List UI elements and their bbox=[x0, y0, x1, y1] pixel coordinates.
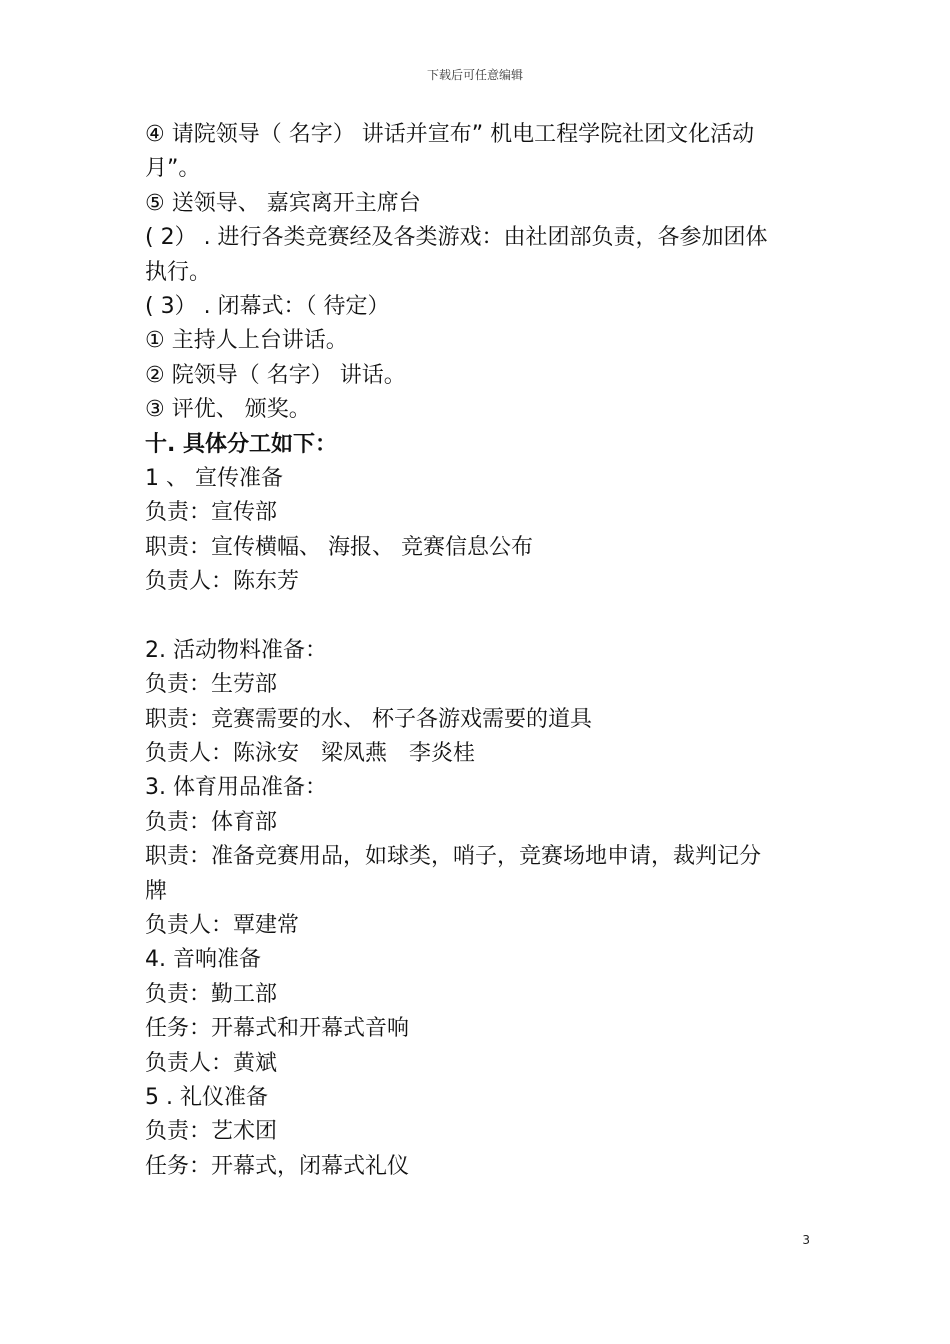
text-line: 负责人：黄斌 bbox=[145, 1050, 278, 1076]
text-line: 牌 bbox=[145, 878, 168, 904]
text-line: ③ 评优、 颁奖。 bbox=[145, 397, 311, 423]
page-number: 3 bbox=[802, 1233, 810, 1247]
text-line: ( 3） . 闭幕式：（ 待定） bbox=[145, 293, 390, 319]
text-line: ( 2） . 进行各类竞赛经及各类游戏：由社团部负责，各参加团体 bbox=[145, 225, 768, 251]
text-line: 月”。 bbox=[145, 156, 201, 182]
text-line: 负责：体育部 bbox=[145, 809, 278, 835]
text-line: ① 主持人上台讲话。 bbox=[145, 328, 348, 354]
subsection-heading: 2. 活动物料准备： bbox=[145, 637, 327, 663]
text-line: 负责人：陈东芳 bbox=[145, 569, 300, 595]
text-line: ⑤ 送领导、 嘉宾离开主席台 bbox=[145, 190, 421, 216]
text-line: 职责：宣传横幅、 海报、 竞赛信息公布 bbox=[145, 534, 533, 560]
text-line: 职责：准备竞赛用品，如球类，哨子，竞赛场地申请，裁判记分 bbox=[145, 844, 762, 870]
text-line: ④ 请院领导（ 名字） 讲话并宣布” 机电工程学院社团文化活动 bbox=[145, 122, 755, 147]
text-line: 负责：生劳部 bbox=[145, 672, 278, 698]
text-line: 任务：开幕式和开幕式音响 bbox=[145, 1016, 410, 1042]
text-line: 负责人：陈泳安 梁凤燕 李炎桂 bbox=[145, 741, 476, 767]
blank-line bbox=[145, 599, 810, 633]
subsection-heading: 4. 音响准备 bbox=[145, 947, 261, 973]
text-line: 任务：开幕式，闭幕式礼仪 bbox=[145, 1153, 410, 1179]
text-line: ② 院领导（ 名字） 讲话。 bbox=[145, 362, 406, 388]
section-heading: 十. 具体分工如下： bbox=[145, 431, 338, 457]
text-line: 负责：勤工部 bbox=[145, 981, 278, 1007]
subsection-heading: 1 、 宣传准备 bbox=[145, 465, 283, 491]
page-header: 下载后可任意编辑 bbox=[426, 68, 523, 82]
text-line: 职责：竞赛需要的水、 杯子各游戏需要的道具 bbox=[145, 706, 592, 732]
text-line: 负责：宣传部 bbox=[145, 500, 278, 526]
text-line: 执行。 bbox=[145, 259, 212, 285]
subsection-heading: 3. 体育用品准备： bbox=[145, 775, 327, 801]
text-line: 负责人：覃建常 bbox=[145, 912, 300, 938]
text-line: 负责：艺术团 bbox=[145, 1119, 278, 1145]
document-body bbox=[145, 118, 810, 1184]
subsection-heading: 5 . 礼仪准备 bbox=[145, 1084, 268, 1110]
